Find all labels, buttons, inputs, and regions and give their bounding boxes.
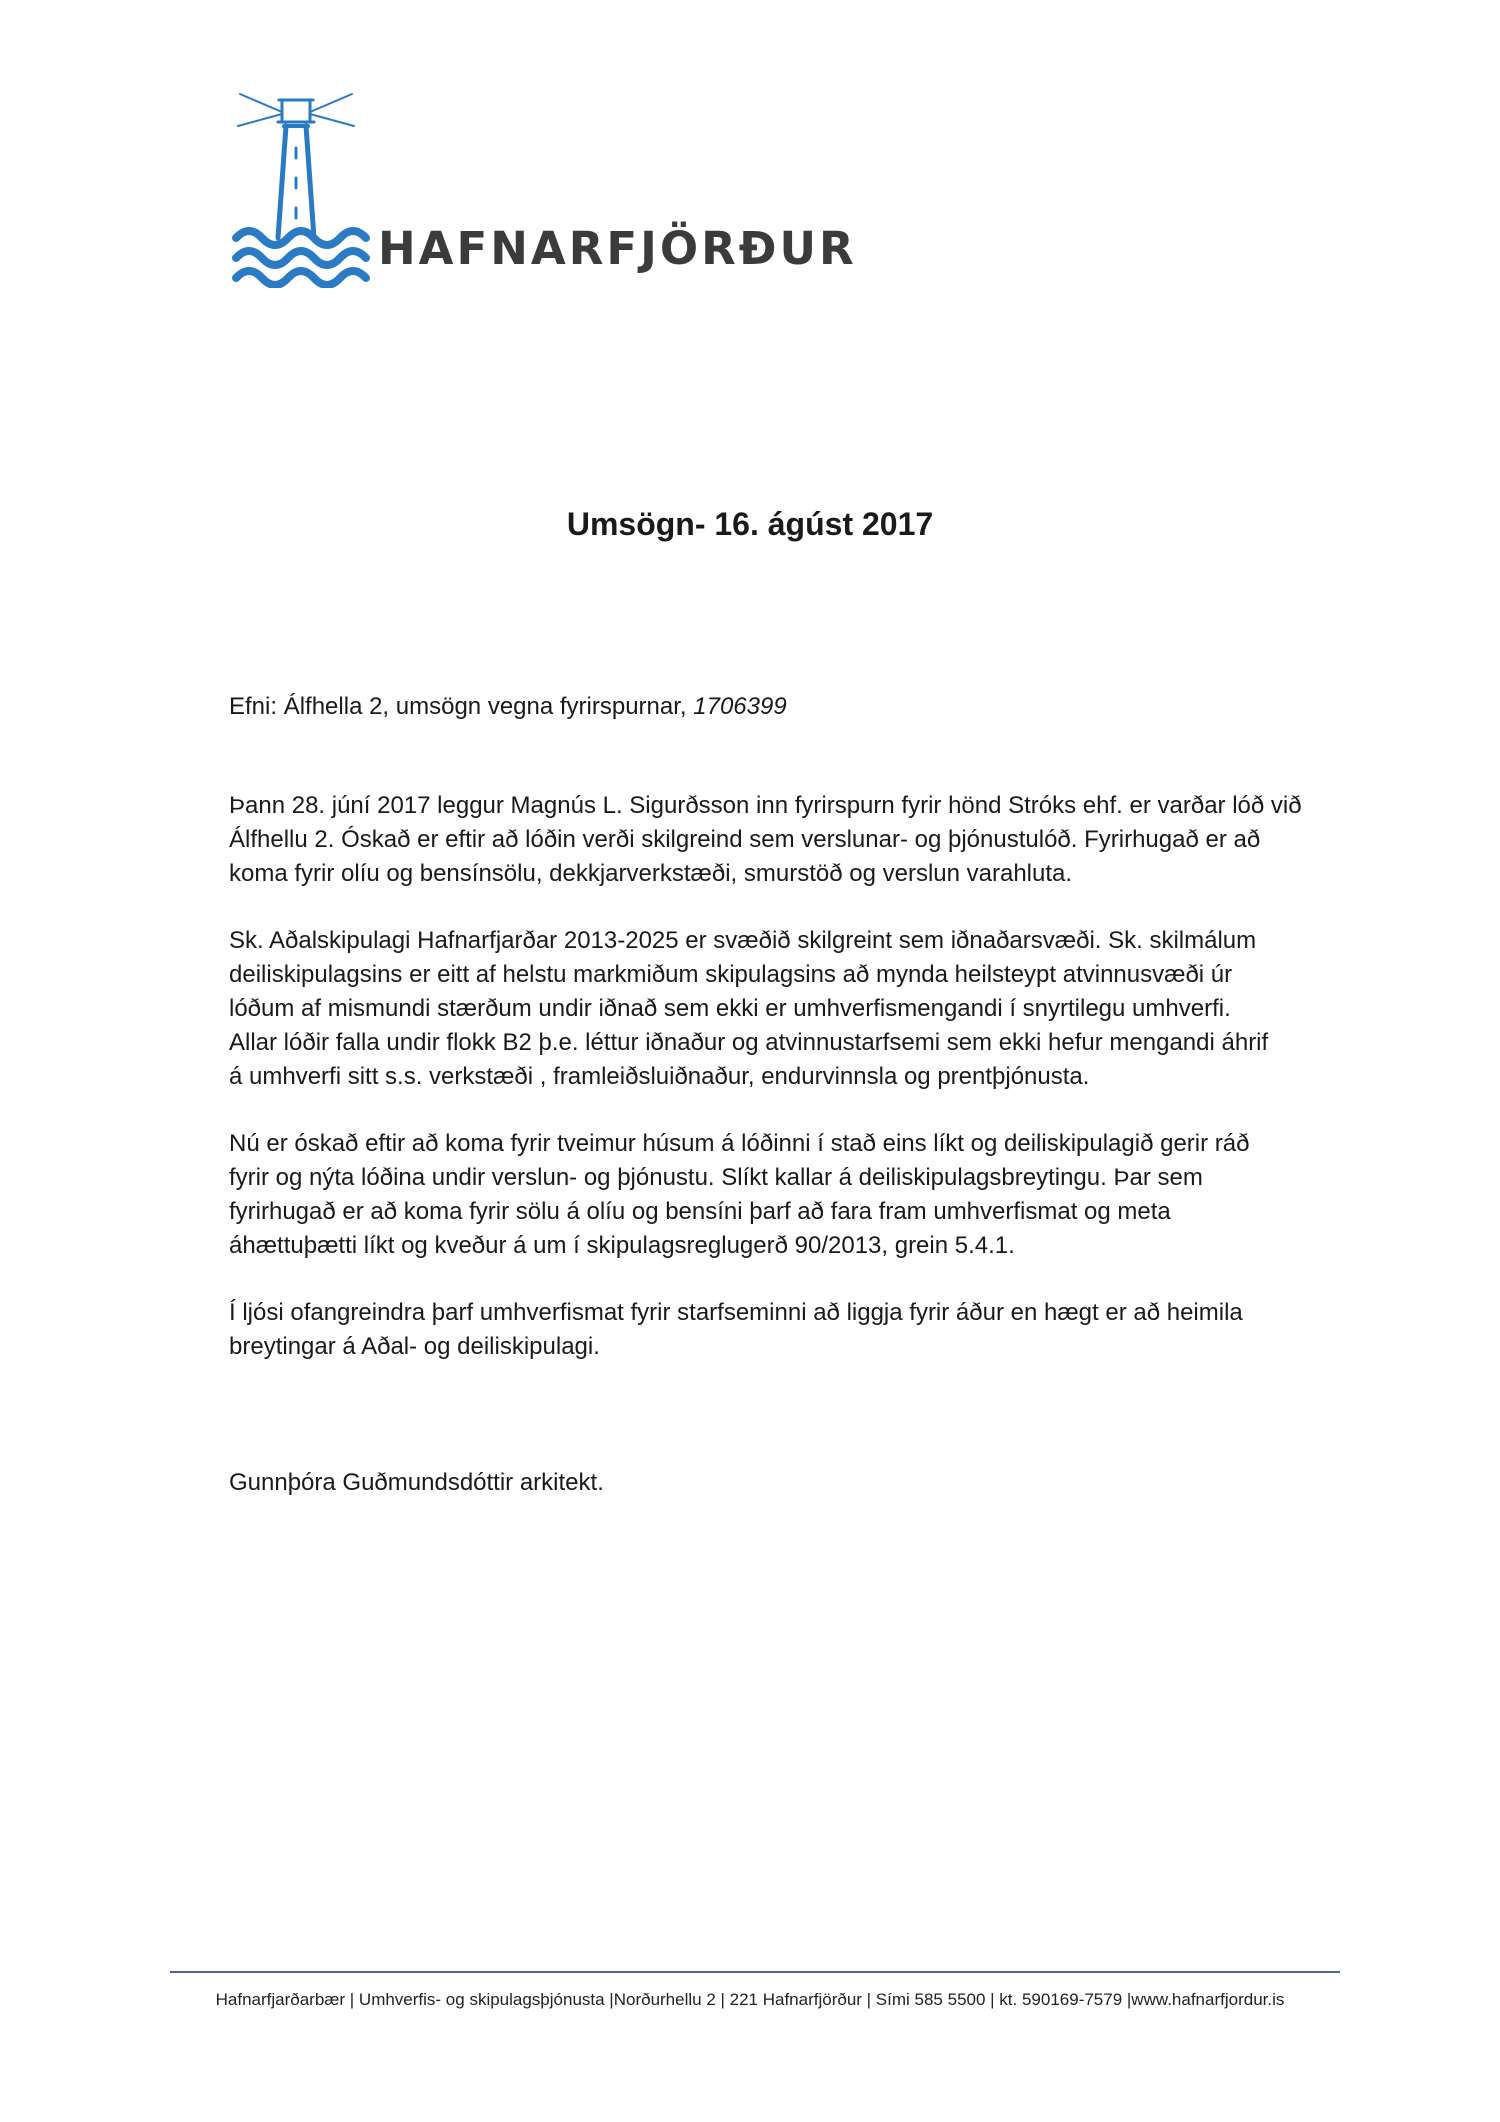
paragraph-line: fyrirhugað er að koma fyrir sölu á olíu og bensíni þarf að fara fram umhverfismat og meta (229, 1198, 1171, 1225)
paragraph-line: lóðum af mismundi stærðum undir iðnað sem ekki er umhverfismengandi í snyrtilegu umhverfi. (229, 995, 1231, 1022)
paragraph-line: Þann 28. júní 2017 leggur Magnús L. Sigurðsson inn fyrirspurn fyrir hönd Stróks ehf. er varðar lóð við (229, 792, 1302, 819)
subject-text: Álfhella 2, umsögn vegna fyrirspurnar, (277, 693, 694, 720)
footer-divider (170, 1971, 1340, 1973)
footer-contact: Hafnarfjarðarbær | Umhverfis- og skipulagsþjónusta |Norðurhellu 2 | 221 Hafnarfjörður | Sími 585 5500 | kt. 590169-7579 |www.hafnarfjordur.is (215, 1990, 1285, 2009)
document-title: Umsögn- 16. ágúst 2017 (566, 506, 934, 542)
lighthouse-icon (232, 88, 372, 288)
paragraph-line: Allar lóðir falla undir flokk B2 þ.e. léttur iðnaður og atvinnustarfsemi sem ekki hefur mengandi áhrif (229, 1029, 1269, 1056)
paragraph-line: Sk. Aðalskipulagi Hafnarfjarðar 2013-2025 er svæðið skilgreint sem iðnaðarsvæði. Sk. skilmálum (229, 927, 1257, 954)
case-number: 1706399 (693, 693, 787, 720)
paragraph-3 (229, 1127, 1379, 1263)
paragraph-line: deiliskipulagsins er eitt af helstu markmiðum skipulagsins að mynda heilsteypt atvinnusvæði úr (229, 961, 1233, 988)
paragraph-line: á umhverfi sitt s.s. verkstæði , framleiðsluiðnaður, endurvinnsla og prentþjónusta. (229, 1063, 1090, 1090)
paragraph-line: koma fyrir olíu og bensínsölu, dekkjarverkstæði, smurstöð og verslun varahluta. (229, 860, 1073, 887)
paragraph-4 (229, 1296, 1379, 1364)
paragraph-line: áhættuþætti líkt og kveður á um í skipulagsreglugerð 90/2013, grein 5.4.1. (229, 1232, 1015, 1259)
subject-line (229, 690, 1379, 724)
signature: Gunnþóra Guðmundsdóttir arkitekt. (229, 1469, 604, 1496)
subject-label: Efni: (229, 693, 278, 720)
paragraph-line: breytingar á Aðal- og deiliskipulagi. (229, 1333, 600, 1360)
paragraph-line: Álfhellu 2. Óskað er eftir að lóðin verði skilgreind sem verslunar- og þjónustulóð. Fyrirhugað er að (229, 826, 1261, 853)
paragraph-line: Í ljósi ofangreindra þarf umhverfismat fyrir starfseminni að liggja fyrir áður en hægt er að heimila (229, 1299, 1243, 1326)
hafnarfjordur-logo (232, 88, 857, 288)
paragraph-line: fyrir og nýta lóðina undir verslun- og þjónustu. Slíkt kallar á deiliskipulagsbreytingu. Þar sem (229, 1164, 1203, 1191)
paragraph-1 (229, 789, 1379, 891)
logo-wordmark: HAFNARFJÖRÐUR (378, 222, 857, 275)
paragraph-2 (229, 924, 1379, 1094)
paragraph-line: Nú er óskað eftir að koma fyrir tveimur húsum á lóðinni í stað eins líkt og deiliskipulagið gerir ráð (229, 1130, 1250, 1157)
